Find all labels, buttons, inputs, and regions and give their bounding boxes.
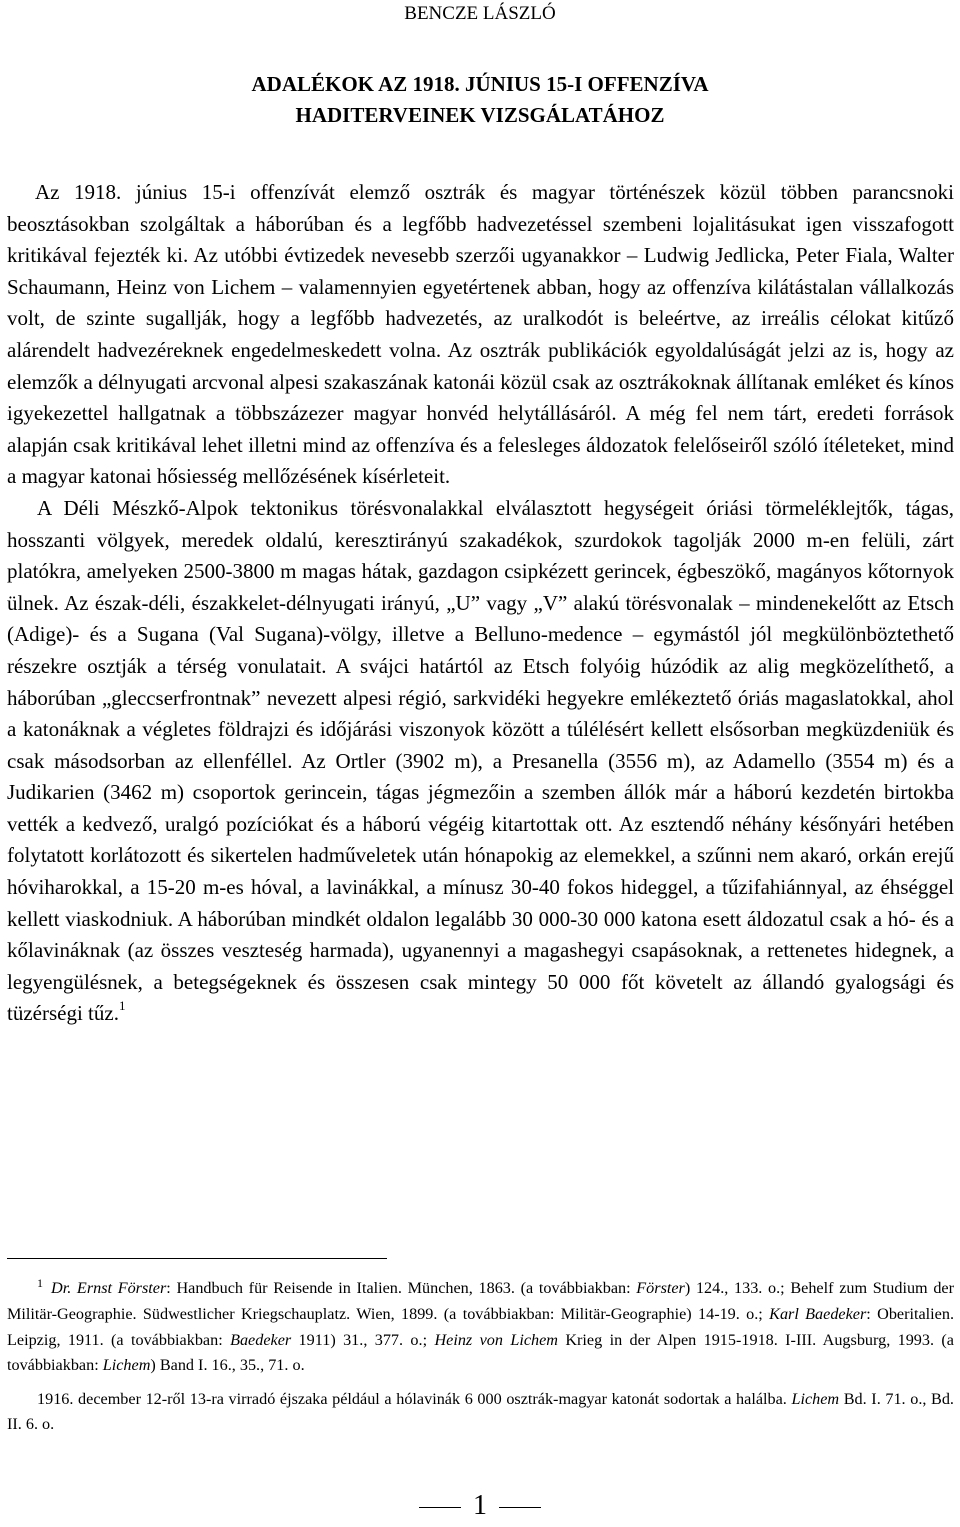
article-body: [7, 177, 954, 1030]
page-number-dash-left: [419, 1507, 461, 1508]
page-number-value: 1: [473, 1490, 487, 1521]
footnote-short-title: Förster: [636, 1279, 685, 1297]
footnote-text: 1911) 31., 377. o.;: [291, 1330, 435, 1349]
footnote-continuation: [7, 1387, 954, 1438]
footnote-author: Dr. Ernst Förster: [51, 1279, 167, 1297]
footnote-text: ) Band I. 16., 35., 71. o.: [150, 1356, 305, 1375]
footnote-short-title: Lichem: [791, 1389, 840, 1408]
footnote-marker: 1: [37, 1276, 43, 1290]
footnote-text: : Oberitalien. Leipzig, 1911. (a továbbiakban:: [7, 1305, 954, 1349]
article-title: [0, 69, 960, 131]
footnote-reference[interactable]: 1: [118, 998, 126, 1014]
paragraph-text: Az 1918. június 15-i offenzívát elemző osztrák és magyar történészek közül többen parancsnoki beosztásokban szolgáltak a háborúban és a legfőbb hadvezetéssel szembeni lojalitásukat igen visszafogott kritikával fejezték ki. Az utóbbi évtizedek nevesebb szerzői ugyanakkor – Ludwig Jedlicka, Peter Fiala, Walter Schaumann, Heinz von Lichem – valamennyien egyetértenek abban, hogy az offenzíva kilátástalan vállalkozás volt, de szinte sugallják, hogy a legfőbb hadvezetés, az uralkodót is beleértve, az irreális célokat kitűző alárendelt hadvezéreknek engedelmeskedett volna. Az osztrák publikációk egyoldalúságát jelzi az is, hogy az elemzők a délnyugati arcvonal alpesi szakaszának katonái közül csak az osztrákoknak állítanak emléket és kínos igyekezettel hallgatnak a többszázezer magyar honvéd helytállásáról. A még fel nem tárt, eredeti források alapján csak kritikával lehet illetni mind az offenzíva és a felesleges áldozatok felelőseiről szóló ítéleteket, mind a magyar katonai hősiesség mellőzésének kísérleteit.: [7, 180, 954, 489]
footnote-text: 1916. december 12-ről 13-ra virradó éjszaka például a hólavinák 6 000 osztrák-magyar katonát sodortak a halálba.: [37, 1389, 792, 1408]
footnote-text: : Handbuch für Reisende in Italien. München, 1863. (a továbbiakban:: [166, 1279, 637, 1297]
footnote-1: [7, 1276, 954, 1379]
footnote-short-title: Baedeker: [230, 1330, 292, 1349]
page-number: [0, 1490, 960, 1522]
page-number-dash-right: [499, 1507, 541, 1508]
paragraph-text: A Déli Mészkő-Alpok tektonikus törésvonalakkal elválasztott hegységeit óriási törmeléklejtők, tágas, hosszanti völgyek, meredek oldalú, keresztirányú szakadékok, szurdokok tagolják 2000 m-en felüli, zárt platókra, amelyeken 2500-3800 m magas hátak, gazdagon csipkézett gerincek, égbeszökő, magányos kőtornyok ülnek. Az észak-déli, északkelet-délnyugati irányú, „U” vagy „V” alakú törésvonalak – mindenekelőtt az Etsch (Adige)- és a Sugana (Val Sugana)-völgy, illetve a Belluno-medence – egymástól jól megkülönböztethető részekre osztják a térség vonulatait. A svájci határtól az Etsch folyóig húzódik az alig megközelíthető, a háborúban „gleccserfrontnak” nevezett alpesi régió, sarkvidéki hegyekre emlékeztető óriás magaslatokkal, ahol a katonáknak a végletes földrajzi és időjárási viszonyok között a túlélésért kellett elsősorban megküzdeniük és csak másodsorban az ellenféllel. Az Ortler (3902 m), a Presanella (3556 m), az Adamello (3554 m) és a Judikarien (3462 m) csoportok gerincein, tágas jégmezőin a szemben állók már a háború kezdetén birtokba vették a kedvező, uralgó pozíciókat és a háború végéig kitartottak ott. Az esztendő néhány későnyári hetében folytatott korlátozott és sikertelen hadműveletek után hónapokig az elemekkel, a szűnni nem akaró, orkán erejű hóviharokkal, a 15-20 m-es hóval, a lavinákkal, a mínusz 30-40 fokos hideggel, a tűzifahiánnyal, az éhséggel kellett viaskodniuk. A háborúban mindkét oldalon legalább 30 000-30 000 katona esett áldozatul csak a hó- és a kőlavináknak (az összes veszteség harmada), ugyanennyi a magashegyi csapásoknak, a rettenetes hidegnek, a legyengülésnek, a betegségeknek és összesen csak mintegy 50 000 főt követelt az állandó gyalogsági és tüzérségi tűz.: [7, 495, 954, 1026]
body-paragraph: [7, 493, 954, 1030]
title-line-1: ADALÉKOK AZ 1918. JÚNIUS 15-I OFFENZÍVA: [251, 72, 709, 96]
footnote-text: Bd. I. 71. o., Bd. II. 6. o.: [7, 1389, 954, 1434]
footnote-text: Krieg in der Alpen 1915-1918. I-III. Augsburg, 1993. (a továbbiakban:: [7, 1330, 954, 1375]
footnote-text: ) 124., 133. o.; Behelf zum Studium der Militär-Geographie. Südwestlicher Kriegschauplatz. Wien, 1899. (a továbbiakban: Militär-Geographie) 14-19. o.;: [7, 1279, 954, 1324]
footnote-author: Karl Baedeker: [769, 1305, 867, 1324]
title-line-2: HADITERVEINEK VIZSGÁLATÁHOZ: [295, 103, 665, 127]
footnote-short-title: Lichem: [102, 1356, 151, 1375]
footnote-author: Heinz von Lichem: [434, 1330, 558, 1349]
body-paragraph: [7, 177, 954, 493]
author-name: BENCZE LÁSZLÓ: [404, 3, 556, 24]
footnotes: [7, 1276, 954, 1437]
footnote-separator: [7, 1258, 387, 1259]
